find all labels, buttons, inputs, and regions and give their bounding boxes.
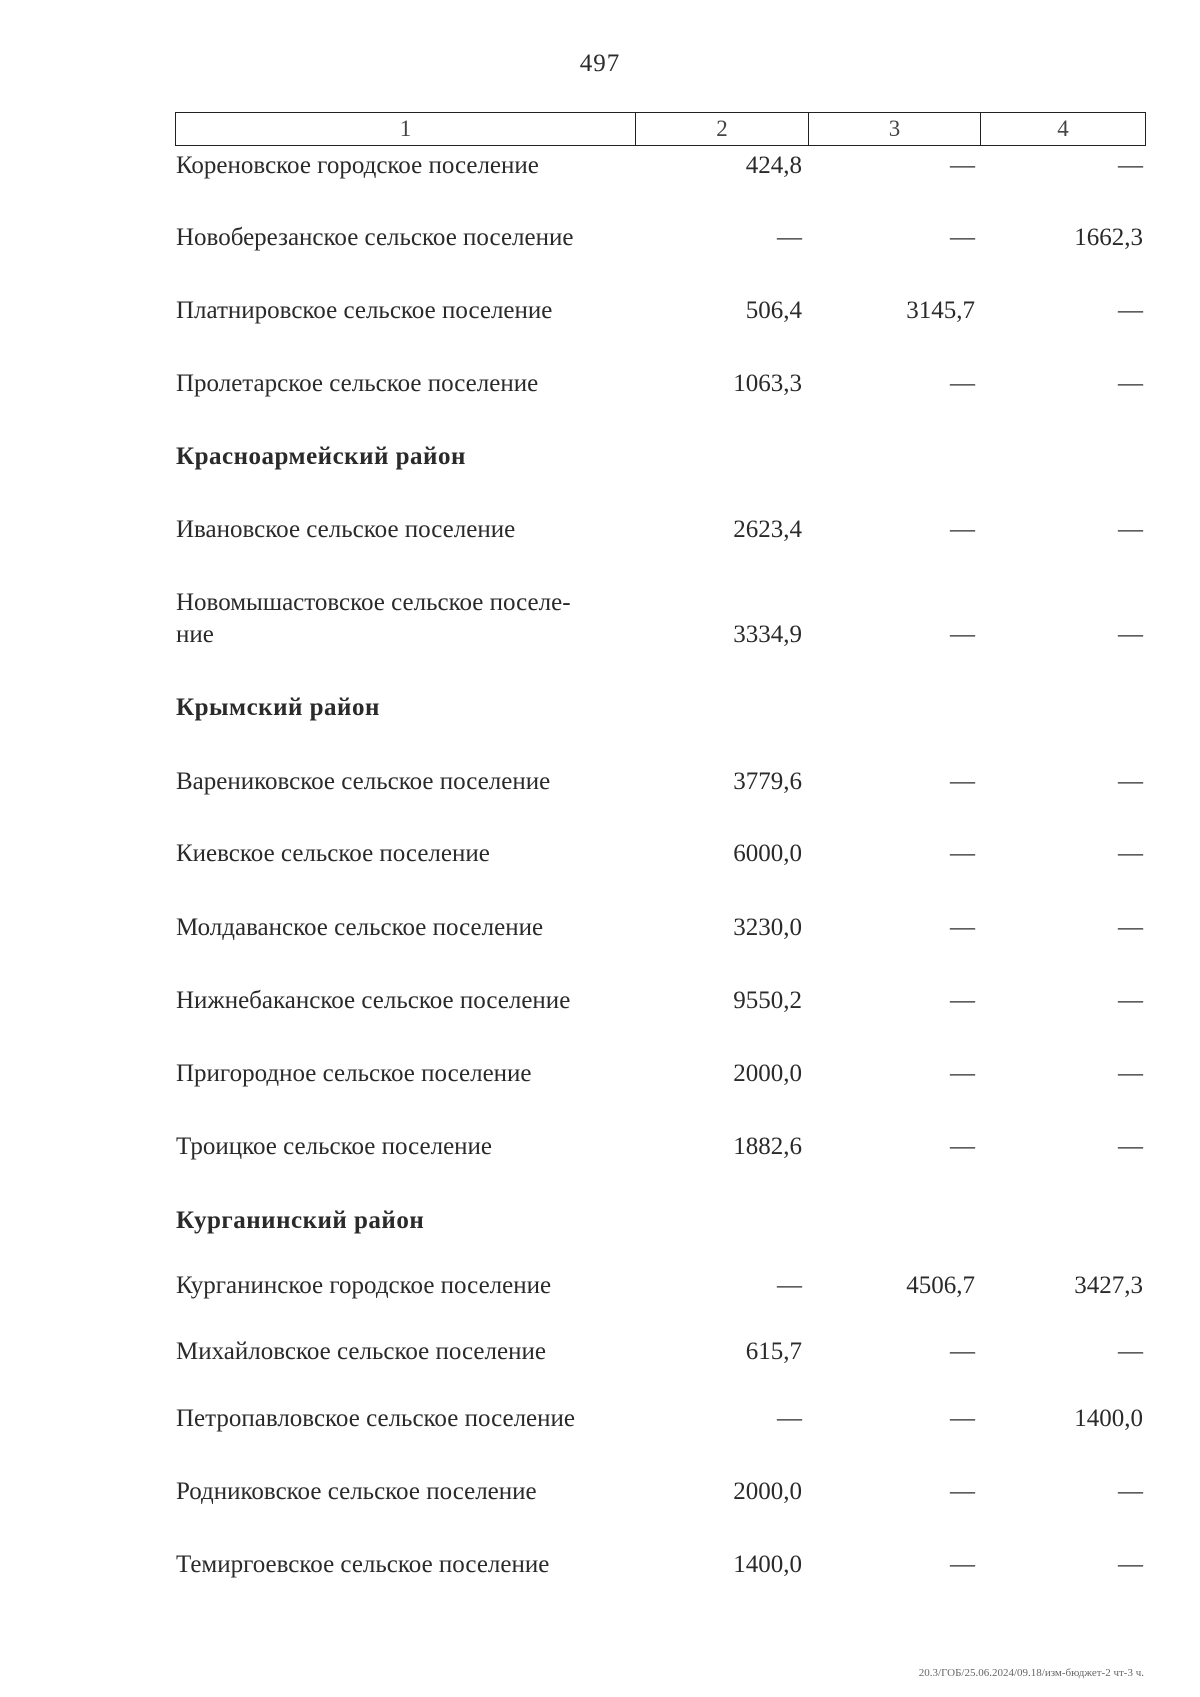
settlement-name-line1: Новомышастовское сельское поселе- — [176, 589, 571, 616]
value-col4: — — [1118, 152, 1143, 179]
value-col2: 1400,0 — [733, 1551, 802, 1578]
value-col2: 1063,3 — [733, 370, 802, 397]
value-col3: — — [950, 1405, 975, 1432]
district-name: Красноармейский район — [176, 443, 466, 470]
value-col2: 9550,2 — [733, 987, 802, 1014]
value-col4: 1662,3 — [1074, 224, 1143, 251]
value-col2: 1882,6 — [733, 1133, 802, 1160]
value-col3: — — [950, 1551, 975, 1578]
value-col2: 2000,0 — [733, 1478, 802, 1505]
settlement-name: Пролетарское сельское поселение — [176, 370, 539, 397]
value-col3: — — [950, 1060, 975, 1087]
settlement-name: Новоберезанское сельское поселение — [176, 224, 574, 251]
value-col2: — — [777, 224, 802, 251]
value-col3: 3145,7 — [906, 297, 975, 324]
settlement-name: Варениковское сельское поселение — [176, 768, 551, 795]
column-header-4: 4 — [981, 113, 1146, 146]
settlement-name: Нижнебаканское сельское поселение — [176, 987, 571, 1014]
value-col4: — — [1118, 370, 1143, 397]
value-col3: — — [950, 621, 975, 648]
value-col4: — — [1118, 1478, 1143, 1505]
value-col2: 506,4 — [745, 297, 802, 324]
value-col2: 6000,0 — [733, 840, 802, 867]
value-col3: — — [950, 1478, 975, 1505]
value-col2: 615,7 — [745, 1338, 802, 1365]
settlement-name: Киевское сельское поселение — [176, 840, 490, 867]
value-col4: — — [1118, 1133, 1143, 1160]
table-header — [175, 112, 1146, 146]
value-col3: — — [950, 1133, 975, 1160]
settlement-name: Троицкое сельское поселение — [176, 1133, 493, 1160]
value-col3: — — [950, 370, 975, 397]
settlement-name: Темиргоевское сельское поселение — [176, 1551, 550, 1578]
settlement-name: Михайловское сельское поселение — [176, 1338, 546, 1365]
value-col3: 4506,7 — [906, 1272, 975, 1299]
settlement-name: Молдаванское сельское поселение — [176, 914, 544, 941]
value-col2: 2000,0 — [733, 1060, 802, 1087]
district-name: Крымский район — [176, 694, 380, 721]
settlement-name: Платнировское сельское поселение — [176, 297, 553, 324]
footer-reference: 20.3/ГОБ/25.06.2024/09.18/изм-бюджет-2 чт-3 ч. — [918, 1667, 1144, 1679]
value-col2: — — [777, 1405, 802, 1432]
settlement-name: Ивановское сельское поселение — [176, 516, 516, 543]
value-col4: — — [1118, 621, 1143, 648]
value-col4: — — [1118, 768, 1143, 795]
value-col2: — — [777, 1272, 802, 1299]
settlement-name: Курганинское городское поселение — [176, 1272, 552, 1299]
value-col3: — — [950, 987, 975, 1014]
settlement-name: Петропавловское сельское поселение — [176, 1405, 576, 1432]
value-col4: — — [1118, 987, 1143, 1014]
value-col3: — — [950, 914, 975, 941]
value-col4: 3427,3 — [1074, 1272, 1143, 1299]
value-col4: — — [1118, 1060, 1143, 1087]
column-header-1: 1 — [176, 113, 636, 146]
settlement-name: Родниковское сельское поселение — [176, 1478, 537, 1505]
value-col3: — — [950, 768, 975, 795]
value-col3: — — [950, 516, 975, 543]
column-header-2: 2 — [636, 113, 809, 146]
value-col4: — — [1118, 297, 1143, 324]
value-col3: — — [950, 1338, 975, 1365]
value-col2: 424,8 — [745, 152, 802, 179]
settlement-name-line2: ние — [176, 621, 214, 648]
settlement-name: Пригородное сельское поселение — [176, 1060, 532, 1087]
page-number: 497 — [579, 50, 621, 77]
value-col2: 3779,6 — [733, 768, 802, 795]
value-col2: 3230,0 — [733, 914, 802, 941]
value-col4: — — [1118, 1338, 1143, 1365]
settlement-name: Кореновское городское поселение — [176, 152, 539, 179]
value-col4: 1400,0 — [1074, 1405, 1143, 1432]
value-col4: — — [1118, 516, 1143, 543]
district-name: Курганинский район — [176, 1207, 425, 1234]
value-col3: — — [950, 152, 975, 179]
column-header-3: 3 — [809, 113, 981, 146]
value-col3: — — [950, 840, 975, 867]
value-col3: — — [950, 224, 975, 251]
value-col4: — — [1118, 1551, 1143, 1578]
value-col2: 2623,4 — [733, 516, 802, 543]
value-col4: — — [1118, 840, 1143, 867]
value-col2: 3334,9 — [733, 621, 802, 648]
value-col4: — — [1118, 914, 1143, 941]
